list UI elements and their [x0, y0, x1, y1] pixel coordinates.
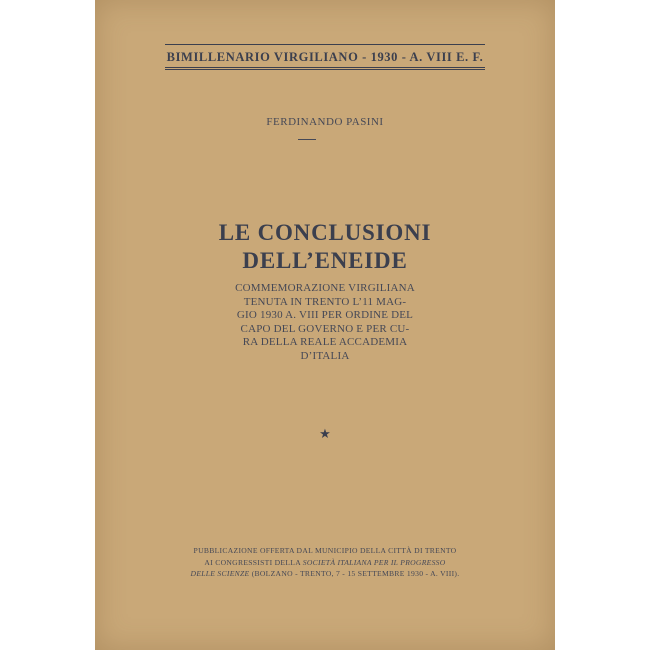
series-bottom-rule-second	[165, 69, 485, 70]
publisher-line-1: PUBBLICAZIONE OFFERTA DAL MUNICIPIO DELLA CITTÀ DI TRENTO	[193, 546, 457, 555]
publisher-line-2	[125, 557, 525, 569]
series-heading: BIMILLENARIO VIRGILIANO - 1930 - A. VIII E. F.	[166, 50, 484, 64]
society-name-italic: SOCIETÀ ITALIANA PER IL PROGRESSO	[302, 557, 446, 567]
subtitle-line: D’ITALIA	[300, 349, 350, 362]
title-line-2: DELL’ENEIDE	[242, 248, 408, 273]
congress-dates: (BOLZANO - TRENTO, 7 - 15 SETTEMBRE 1930 - A. VIII).	[249, 569, 460, 578]
publisher-line-2-text: AI CONGRESSISTI DELLA	[204, 557, 303, 567]
book-cover	[95, 0, 555, 650]
series-top-rule	[165, 44, 485, 45]
author-name: FERDINANDO PASINI	[266, 116, 384, 128]
subtitle-line: GIO 1930 A. VIII PER ORDINE DEL	[236, 309, 414, 321]
author-dash-ornament	[298, 139, 316, 140]
subtitle-line: TENUTA IN TRENTO L’11 MAG-	[243, 295, 407, 308]
publisher-line-3	[125, 568, 525, 580]
star-icon: ★	[319, 427, 331, 442]
book-title	[95, 219, 555, 275]
society-name-italic-end: DELLE SCIENZE	[190, 569, 250, 578]
book-subtitle	[205, 282, 445, 363]
subtitle-line: COMMEMORAZIONE VIRGILIANA	[235, 282, 415, 294]
subtitle-line: CAPO DEL GOVERNO E PER CU-	[240, 322, 410, 335]
title-line-1: LE CONCLUSIONI	[218, 220, 432, 245]
series-bottom-rule	[165, 67, 485, 68]
subtitle-line: RA DELLA REALE ACCADEMIA	[242, 336, 408, 348]
publisher-note	[125, 545, 525, 580]
